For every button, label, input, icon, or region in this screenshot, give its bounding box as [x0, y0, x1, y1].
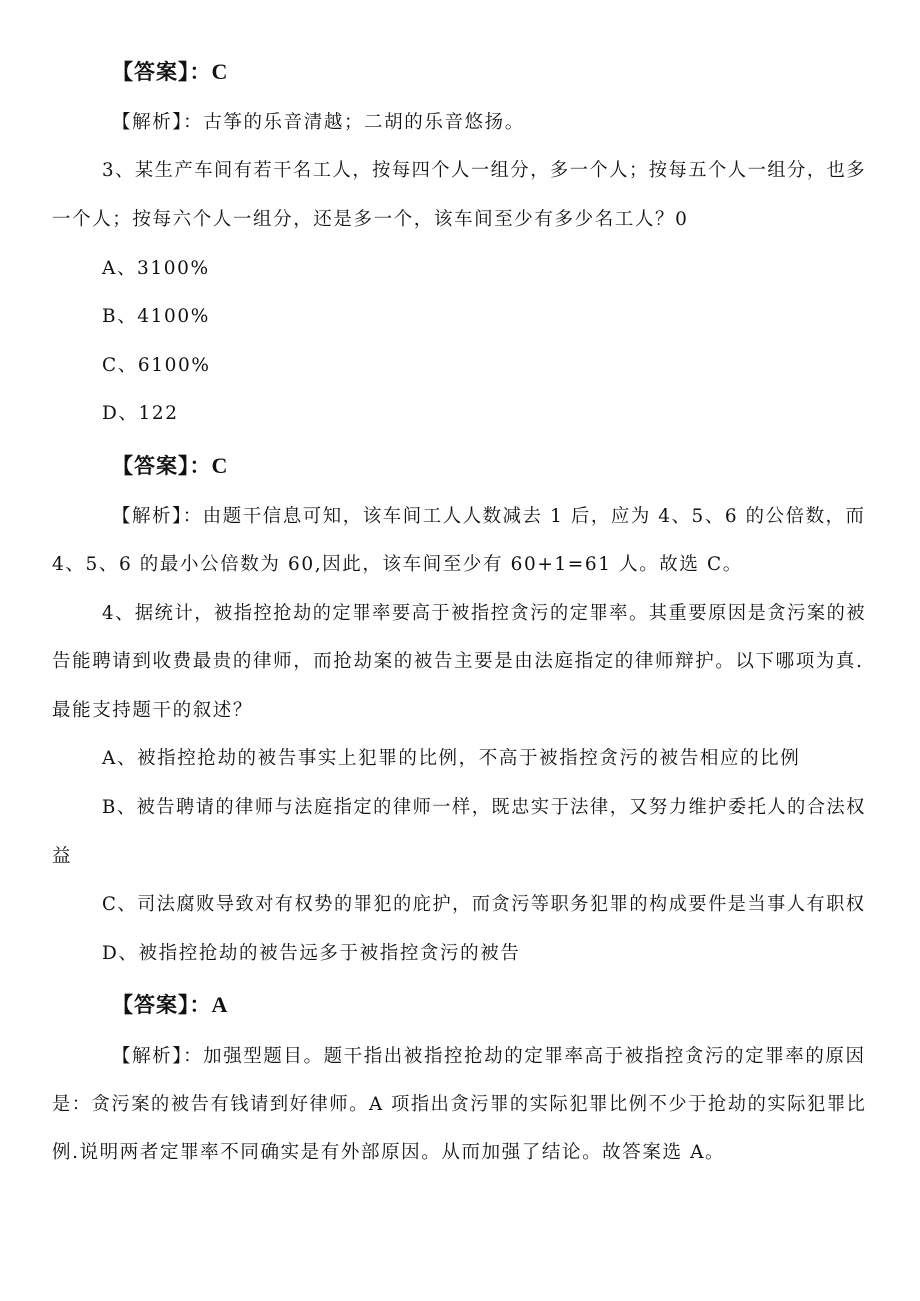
question-text: 3、某生产车间有若干名工人，按每四个人一组分，多一个人；按每五个人一组分，也多 — [102, 160, 867, 181]
question-text: 告能聘请到收费最贵的律师，而抢劫案的被告主要是由法庭指定的律师辩护。以下哪项为真. — [52, 651, 864, 672]
analysis-line: 例.说明两者定罪率不同确实是有外部原因。从而加强了结论。故答案选 A。 — [52, 1142, 726, 1163]
answer-value: A — [211, 992, 229, 1017]
answer-value: C — [211, 453, 229, 478]
answer-line: 【答案】：C — [112, 59, 229, 84]
analysis-line: 是：贪污案的被告有钱请到好律师。A 项指出贪污罪的实际犯罪比例不少于抢劫的实际犯罪比 — [52, 1094, 867, 1115]
analysis-line: 【解析】：加强型题目。题干指出被指控抢劫的定罪率高于被指控贪污的定罪率的原因 — [112, 1046, 866, 1067]
analysis-label: 【解析】 — [112, 1046, 184, 1067]
question-text: 4、据统计，被指控抢劫的定罪率要高于被指控贪污的定罪率。其重要原因是贪污案的被 — [102, 603, 867, 624]
answer-label: 【答案】 — [112, 993, 190, 1017]
question-text: 最能支持题干的叙述？ — [52, 700, 254, 721]
option-c: C、6100% — [102, 355, 211, 376]
answer-line: 【答案】：A — [112, 992, 229, 1017]
option-a: A、被指控抢劫的被告事实上犯罪的比例，不高于被指控贪污的被告相应的比例 — [102, 748, 801, 769]
option-b: B、被告聘请的律师与法庭指定的律师一样，既忠实于法律，又努力维护委托人的合法权 — [102, 797, 866, 818]
answer-line: 【答案】：C — [112, 453, 229, 478]
analysis-line: 【解析】：古筝的乐音清越；二胡的乐音悠扬。 — [112, 112, 525, 133]
option-a: A、3100% — [102, 258, 210, 279]
analysis-line: 4、5、6 的最小公倍数为 60,因此，该车间至少有 60+1=61 人。故选 C。 — [52, 554, 743, 575]
option-c: C、司法腐败导致对有权势的罪犯的庇护，而贪污等职务犯罪的构成要件是当事人有职权 — [102, 894, 866, 915]
answer-label: 【答案】 — [112, 454, 190, 478]
option-b: B、4100% — [102, 306, 210, 327]
analysis-label: 【解析】 — [112, 112, 184, 133]
question-text: 一个人；按每六个人一组分，还是多一个，该车间至少有多少名工人？0 — [52, 209, 689, 230]
analysis-line: 【解析】：由题干信息可知，该车间工人人数减去 1 后，应为 4、5、6 的公倍数，而 — [112, 506, 866, 527]
option-d: D、122 — [102, 403, 179, 424]
answer-label: 【答案】 — [112, 60, 190, 84]
answer-value: C — [211, 59, 229, 84]
analysis-label: 【解析】 — [112, 506, 183, 527]
option-d: D、被指控抢劫的被告远多于被指控贪污的被告 — [102, 943, 521, 964]
option-b: 益 — [52, 846, 73, 867]
